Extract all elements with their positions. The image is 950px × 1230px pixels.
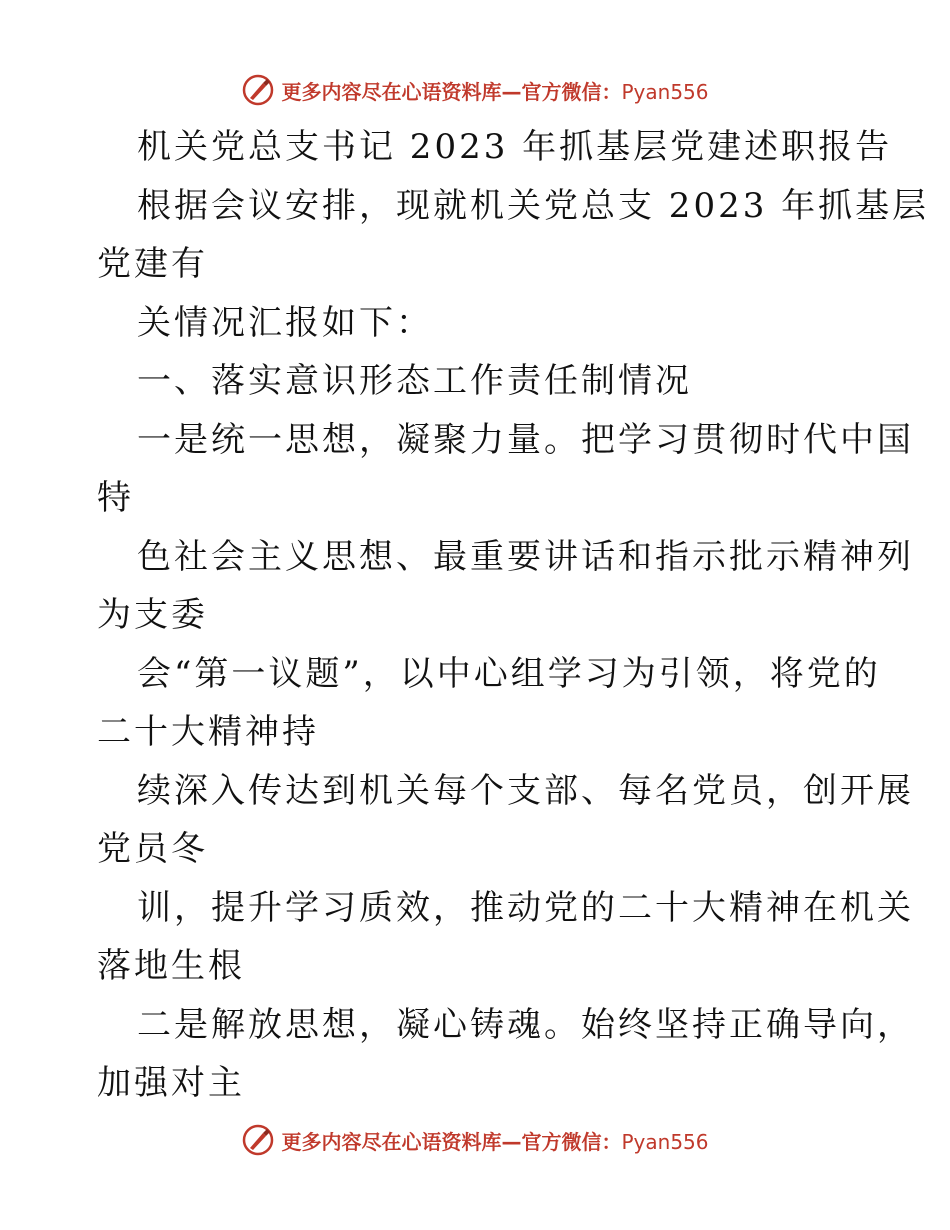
footer-banner bbox=[0, 1120, 950, 1160]
text-line: 关情况汇报如下： bbox=[137, 302, 433, 343]
text-line: 二是解放思想，凝心铸魂。始终坚持正确导向， bbox=[137, 1004, 914, 1045]
text-line: 党员冬 bbox=[97, 829, 208, 869]
text-line: 特 bbox=[97, 478, 134, 518]
header-banner bbox=[0, 70, 950, 110]
banner-wechat-id: Pyan556 bbox=[621, 1129, 709, 1154]
banner-wechat-id: Pyan556 bbox=[621, 79, 709, 104]
banner-text bbox=[281, 1126, 708, 1155]
text-line: 二十大精神持 bbox=[97, 712, 319, 752]
document-body bbox=[97, 118, 930, 1113]
text-line: 一是统一思想，凝聚力量。把学习贯彻时代中国 bbox=[137, 419, 914, 460]
text-line: 党建有 bbox=[97, 244, 208, 284]
text-line: 为支委 bbox=[97, 595, 208, 635]
text-line: 续深入传达到机关每个支部、每名党员，创开展 bbox=[137, 770, 914, 811]
text-line: 加强对主 bbox=[97, 1063, 245, 1103]
text-line: 根据会议安排，现就机关党总支 2023 年抓基层 bbox=[137, 185, 930, 226]
text-line: 一、落实意识形态工作责任制情况 bbox=[137, 361, 692, 401]
text-line: 色社会主义思想、最重要讲话和指示批示精神列 bbox=[137, 536, 914, 577]
pen-seal-logo-icon bbox=[241, 1123, 275, 1157]
banner-text bbox=[281, 76, 708, 105]
text-line: 训，提升学习质效，推动党的二十大精神在机关 bbox=[137, 887, 914, 928]
text-line: 会“第一议题”，以中心组学习为引领，将党的 bbox=[137, 653, 881, 694]
text-line: 落地生根 bbox=[97, 946, 245, 986]
banner-slogan: 更多内容尽在心语资料库—官方微信： bbox=[281, 79, 622, 104]
banner-slogan: 更多内容尽在心语资料库—官方微信： bbox=[281, 1129, 622, 1154]
text-line: 机关党总支书记 2023 年抓基层党建述职报告 bbox=[137, 127, 893, 167]
pen-seal-logo-icon bbox=[241, 73, 275, 107]
